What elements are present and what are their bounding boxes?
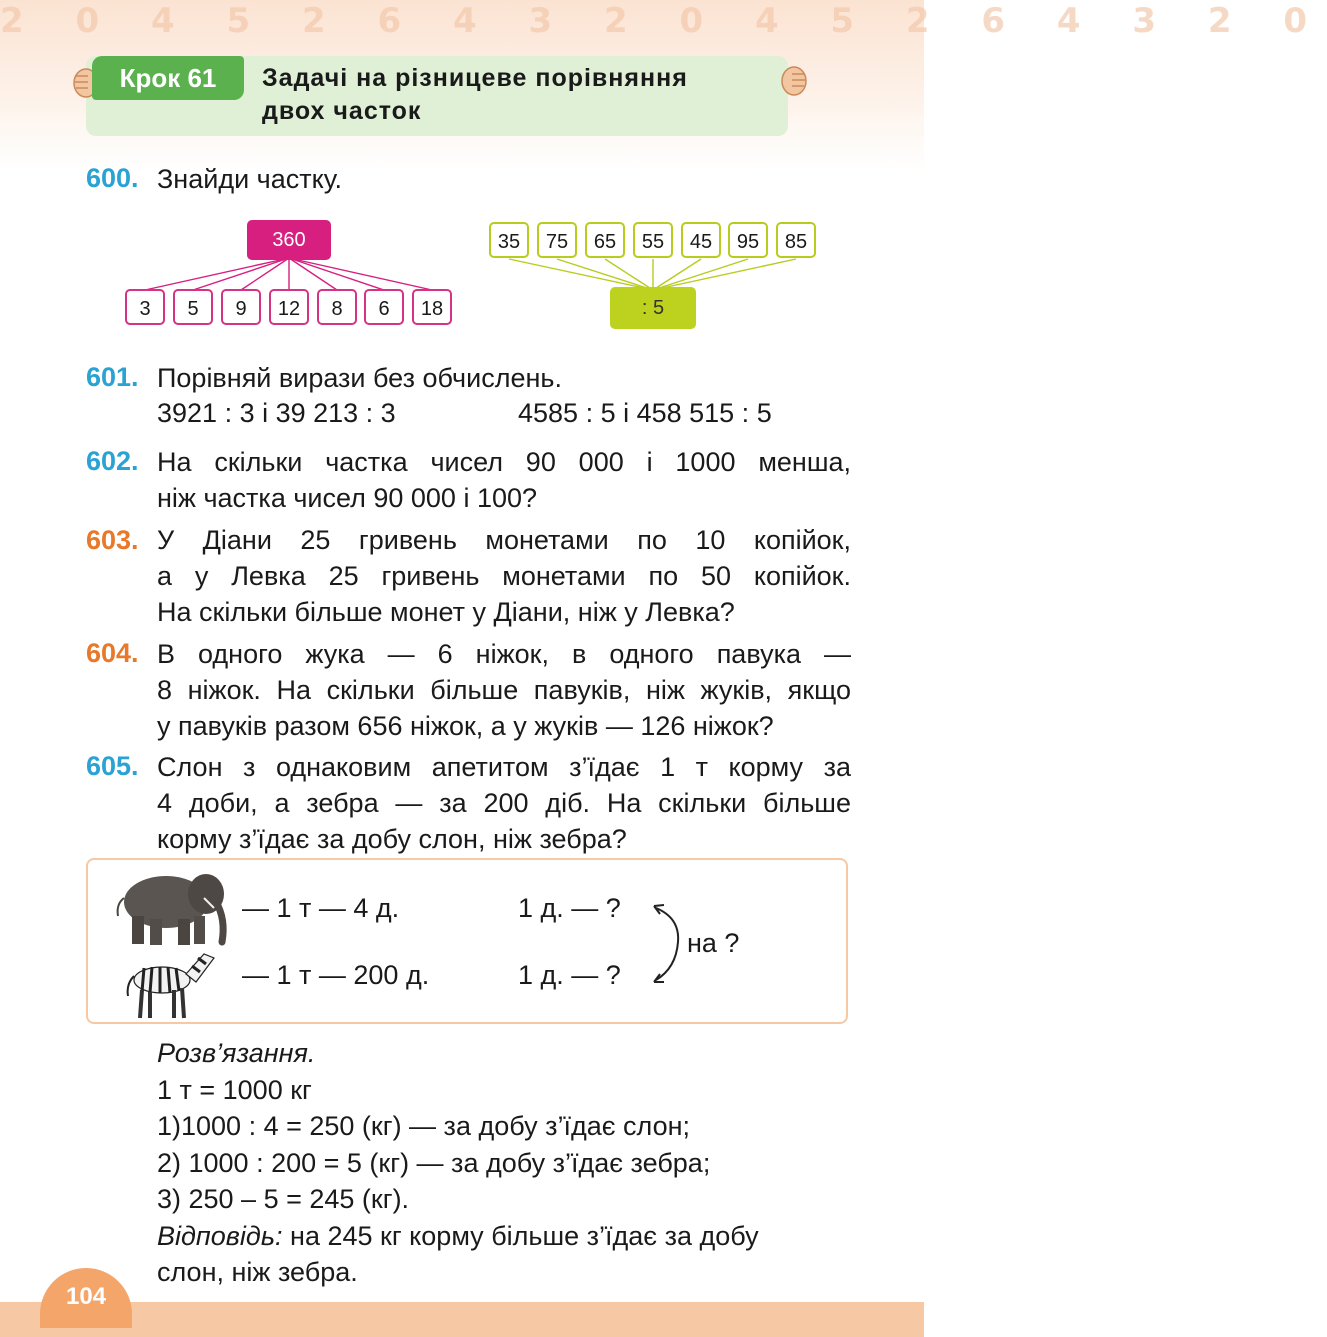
lesson-title-line2: двох часток — [262, 97, 422, 125]
zebra-data: — 1 т — 200 д. — [242, 960, 430, 990]
task-603-line: На скільки більше монет у Діани, ніж у Левка? — [157, 597, 735, 627]
divisor-box: 12 — [269, 289, 309, 325]
solution-row: 2) 1000 : 200 = 5 (кг) — за добу з’їдає зебра; — [157, 1147, 711, 1178]
dividend-box: 360 — [247, 220, 331, 260]
zebra-question: 1 д. — ? — [518, 960, 621, 990]
task-604-number: 604. — [86, 638, 139, 668]
solution-heading: Розв’язання. — [157, 1038, 316, 1068]
task-601-text — [157, 360, 851, 396]
divisor-box: 3 — [125, 289, 165, 325]
solution-row: 1 т = 1000 кг — [157, 1074, 312, 1105]
task-605-solution — [157, 1035, 851, 1291]
dividend-box: 85 — [776, 222, 816, 258]
answer-text: на 245 кг корму більше з’їдає за добу — [282, 1220, 759, 1251]
dividend-box: 95 — [728, 222, 768, 258]
background-digits: 2 0 4 5 2 6 4 3 2 0 4 5 2 6 4 3 2 0 — [0, 1, 1327, 41]
elephant-data: — 1 т — 4 д. — [242, 893, 400, 923]
compare-arrow-icon — [646, 896, 686, 988]
page-number: 104 — [40, 1268, 132, 1328]
task-600-number: 600. — [86, 163, 139, 193]
answer-text-continued: слон, ніж зебра. — [157, 1257, 358, 1287]
dividend-box: 45 — [681, 222, 721, 258]
compare-label: на ? — [687, 928, 740, 958]
task-604-line: В одного жука — 6 ніжок, в одного павука — — [157, 639, 851, 669]
task-602-number: 602. — [86, 446, 139, 476]
divisor-box: 5 — [173, 289, 213, 325]
task-602-line: На скільки частка чисел 90 000 і 1000 менша, — [157, 447, 851, 477]
divisor-box: 9 — [221, 289, 261, 325]
elephant-icon — [108, 864, 234, 948]
task-604-text — [157, 636, 851, 744]
task-605-number: 605. — [86, 751, 139, 781]
task-605-line: корму з’їдає за добу слон, ніж зебра? — [157, 824, 627, 854]
task-605-text — [157, 749, 851, 857]
task-605-line: Слон з однаковим апетитом з’їдає 1 т корму за — [157, 752, 851, 782]
task-603-number: 603. — [86, 525, 139, 555]
answer-label: Відповідь: — [157, 1220, 283, 1251]
task-603-line: а у Левка 25 гривень монетами по 50 копійок. — [157, 561, 851, 591]
task-602-line: ніж частка чисел 90 000 і 100? — [157, 483, 538, 513]
step-label: Крок 61 — [92, 56, 244, 100]
lesson-title-line1: Задачі на різницеве порівняння — [262, 64, 688, 92]
task-604-line: у павуків разом 656 ніжок, а у жуків — 126 ніжок? — [157, 711, 774, 741]
task-604-line: 8 ніжок. На скільки більше павуків, ніж жуків, якщо — [157, 675, 851, 705]
task-601-line: Порівняй вирази без обчислень. — [157, 363, 562, 393]
task-601-expression: 4585 : 5 і 458 515 : 5 — [518, 398, 772, 428]
divisor-box: 18 — [412, 289, 452, 325]
task-603-text — [157, 522, 851, 630]
task-605-line: 4 доби, а зебра — за 200 діб. На скільки більше — [157, 788, 851, 818]
bottom-decoration — [0, 1302, 924, 1337]
dividend-box: 65 — [585, 222, 625, 258]
solution-row: 1)1000 : 4 = 250 (кг) — за добу з’їдає слон; — [157, 1111, 691, 1141]
task-601-expression: 3921 : 3 і 39 213 : 3 — [157, 398, 396, 428]
divisor-box: 6 — [364, 289, 404, 325]
dividend-box: 55 — [633, 222, 673, 258]
dividend-box: 35 — [489, 222, 529, 258]
task-601-number: 601. — [86, 362, 139, 392]
solution-row: 3) 250 – 5 = 245 (кг). — [157, 1184, 410, 1214]
divisor-box: 8 — [317, 289, 357, 325]
divisor-box: : 5 — [610, 287, 696, 329]
task-602-text — [157, 444, 851, 516]
task-603-line: У Діани 25 гривень монетами по 10 копійок, — [157, 525, 851, 555]
elephant-question: 1 д. — ? — [518, 893, 621, 923]
zebra-icon — [120, 946, 220, 1020]
task-600-text: Знайди частку. — [157, 164, 343, 194]
dividend-box: 75 — [537, 222, 577, 258]
